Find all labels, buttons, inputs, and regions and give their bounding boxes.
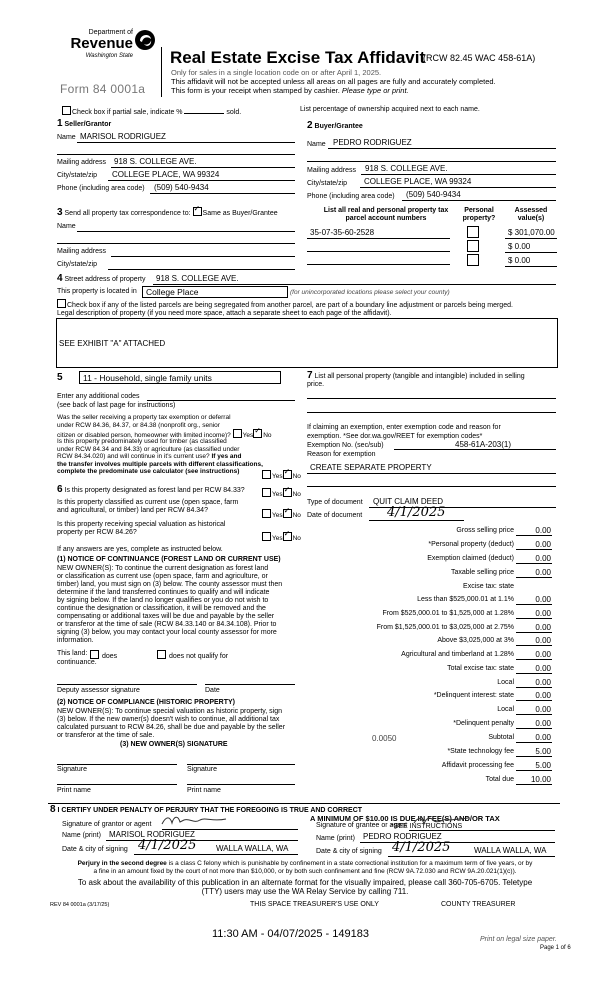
s1-mail-label: Mailing address	[57, 159, 107, 166]
sig-grantor-label: Signature of grantor or agent	[62, 821, 152, 828]
s3-same-label: Same as Buyer/Grantee	[202, 210, 278, 217]
grantor-name-field[interactable]: MARISOL RODRIGUEZ	[109, 830, 195, 839]
continuance-label: continuance.	[57, 659, 97, 666]
s6-q1-yes-checkbox[interactable]	[262, 488, 271, 497]
s8-title: I CERTIFY UNDER PENALTY OF PERJURY THAT THE FOREGOING IS TRUE AND CORRECT	[57, 807, 363, 814]
dept-line1: Department of	[88, 29, 133, 36]
seller-mail-field[interactable]: 918 S. COLLEGE AVE.	[114, 157, 197, 166]
calc-amount[interactable]: 0.00	[535, 540, 551, 549]
parcel-header2: Personal	[464, 207, 494, 214]
s7-num: 7	[307, 370, 313, 381]
s3-city-label: City/state/zip	[57, 261, 98, 268]
partial-percent-field[interactable]	[184, 113, 224, 114]
buyer-phone-field[interactable]: (509) 540-9434	[406, 190, 461, 199]
dor-logo	[58, 26, 158, 72]
parcel-number-1[interactable]: 35-07-35-60-2528	[310, 228, 375, 237]
grantee-city-field[interactable]: WALLA WALLA, WA	[474, 846, 547, 855]
dept-line3: Washington State	[85, 53, 133, 59]
s5-num: 5	[57, 372, 63, 383]
unincorporated-note: (for unincorporated locations please select your county)	[290, 289, 450, 296]
calc-amount-line	[516, 632, 552, 633]
calc-amount[interactable]: 0.00	[535, 609, 551, 618]
personal-property-checkbox-2[interactable]	[467, 240, 479, 252]
grantee-date-field[interactable]: 4/1/2025	[392, 840, 451, 855]
land-use-value: 11 - Household, single family units	[83, 373, 212, 383]
county-treasurer: COUNTY TREASURER	[441, 901, 516, 908]
calc-amount-line	[516, 700, 552, 701]
grantor-name-label: Name (print)	[62, 832, 101, 839]
s7-exempt-no-label: Exemption No. (sec/sub)	[307, 442, 384, 449]
calc-amount-line	[516, 784, 552, 785]
calc-label: Excise tax: state	[463, 583, 514, 590]
s6-q3-no-label: No	[292, 535, 301, 542]
parcel-header1: List all real and personal property tax	[323, 207, 449, 214]
calc-amount[interactable]: 0.00	[535, 595, 551, 604]
s3-text: Send all property tax correspondence to:	[64, 210, 191, 217]
grantee-name-label: Name (print)	[316, 835, 355, 842]
new-owner-print-2[interactable]	[187, 784, 295, 785]
perjury-text: is a class C felony which is punishable by confinement in a state correctional institution for a maximum term of five years, or by	[168, 860, 533, 867]
n1-line: by signing below. If the land no longer qualifies or you do not wish to	[57, 597, 269, 604]
deputy-date-label: Date	[205, 687, 220, 694]
land-does-checkbox[interactable]	[90, 650, 99, 659]
s7-text: List all personal property (tangible and intangible) included in selling	[314, 373, 525, 380]
s5-q2-yes-label: Yes	[272, 473, 283, 480]
calc-label: Agricultural and timberland at 1.28%	[401, 651, 514, 658]
calc-label: From $1,525,000.01 to $3,025,000 at 2.75%	[376, 624, 514, 631]
buyer-city-field[interactable]: COLLEGE PLACE, WA 99324	[364, 177, 472, 186]
dept-line2: Revenue	[70, 35, 133, 52]
n1-line: or classification as current use (open space, farm and agriculture, or	[57, 573, 268, 580]
s7-exempt1: If claiming an exemption, enter exemption code and reason for	[307, 424, 501, 431]
calc-amount-line	[516, 756, 552, 757]
header-sub1: Only for sales in a single location code on or after April 1, 2025.	[171, 68, 382, 77]
s1-title: Seller/Grantor	[64, 121, 112, 128]
calc-amount-line	[516, 673, 552, 674]
calc-label: Total due	[485, 776, 514, 783]
land-does-label: does	[101, 653, 118, 660]
s5-q2e: complete the predominate use calculator (see instructions)	[57, 468, 240, 475]
calc-amount[interactable]: 0.00	[535, 691, 551, 700]
page-number: Page 1 of 6	[540, 945, 571, 951]
s6-q2a: Is this property classified as current use (open space, farm	[57, 499, 239, 506]
s6-n3-title: (3) NEW OWNER(S) SIGNATURE	[120, 741, 228, 748]
s6-if-yes: If any answers are yes, complete as instructed below.	[57, 546, 223, 553]
grantor-date-field[interactable]: 4/1/2025	[138, 838, 197, 853]
calc-amount[interactable]: 0.00	[535, 719, 551, 728]
calc-amount-line	[516, 577, 552, 578]
grantee-name-field[interactable]: PEDRO RODRIGUEZ	[363, 832, 442, 841]
same-as-buyer-checkbox[interactable]	[193, 207, 202, 216]
deputy-signature-field[interactable]	[57, 684, 197, 685]
s6-q2-no-label: No	[292, 512, 301, 519]
dor-swirl-icon	[134, 28, 156, 52]
s4-street-label: Street address of property	[64, 276, 146, 283]
new-owner-signature-2[interactable]	[187, 764, 295, 765]
calc-label: Local	[497, 679, 514, 686]
n1-line: NEW OWNER(S): To continue the current designation as forest land	[57, 565, 269, 572]
grantee-date-label: Date & city of signing	[316, 848, 382, 855]
ownership-note: List percentage of ownership acquired next to each name.	[300, 106, 480, 113]
calc-label: Taxable selling price	[450, 569, 514, 576]
calc-amount[interactable]: 0.00	[535, 664, 551, 673]
calc-amount[interactable]: 5.00	[535, 761, 551, 770]
personal-property-checkbox-3[interactable]	[467, 254, 479, 266]
s6-q3b: property per RCW 84.26?	[57, 529, 137, 536]
doc-type-label: Type of document	[307, 499, 363, 506]
doc-date-field[interactable]: 4/1/2025	[387, 505, 446, 520]
deputy-label: Deputy assessor signature	[57, 687, 140, 694]
parcel-header3: Assessed	[514, 207, 548, 214]
calc-amount-line	[516, 549, 552, 550]
calc-amount[interactable]: 0.00	[535, 623, 551, 632]
property-street-field[interactable]: 918 S. COLLEGE AVE.	[156, 274, 239, 283]
grantor-city-field[interactable]: WALLA WALLA, WA	[216, 844, 289, 853]
this-land-label: This land:	[57, 650, 88, 657]
s6-q2-yes-label: Yes	[272, 512, 283, 519]
location-select[interactable]	[142, 286, 288, 298]
n2-line: (3) below. If the new owner(s) doesn't wish to continue, all additional tax	[57, 716, 280, 723]
parcel-header2b: property?	[462, 215, 496, 222]
s6-q3-yes-label: Yes	[272, 535, 283, 542]
grantor-date-label: Date & city of signing	[62, 846, 128, 853]
new-owner-signature-1[interactable]	[57, 764, 177, 765]
sig-label-1: Signature	[57, 766, 87, 773]
s3-name-label: Name	[57, 223, 76, 230]
calc-amount-line	[516, 535, 552, 536]
s6-q1-no-label: No	[292, 491, 301, 498]
s8-num: 8	[50, 804, 56, 815]
s2-city-label: City/state/zip	[307, 180, 348, 187]
s1-city-label: City/state/zip	[57, 172, 98, 179]
print-legal-note: Print on legal size paper.	[480, 936, 557, 943]
n2-line: NEW OWNER(S): To continue special valuation as historic property, sign	[57, 708, 282, 715]
s2-phone-label: Phone (including area code)	[307, 193, 395, 200]
deputy-date-field[interactable]	[205, 684, 295, 685]
s3-mail-label: Mailing address	[57, 248, 107, 255]
calc-amount-line	[516, 742, 552, 743]
sig-label-2: Signature	[187, 766, 217, 773]
n1-line: signing (3) below, you may contact your local county assessor for more	[57, 629, 277, 636]
doc-date-label: Date of document	[307, 512, 363, 519]
calc-amount[interactable]: 0.00	[535, 733, 551, 742]
calc-amount-line	[516, 728, 552, 729]
calc-amount-line	[516, 604, 552, 605]
treasurer-use-only: THIS SPACE TREASURER'S USE ONLY	[250, 901, 379, 908]
s5-q1-yes-label: Yes	[242, 432, 254, 439]
calc-amount-line	[516, 659, 552, 660]
calc-label: From $525,000.01 to $1,525,000 at 1.28%	[382, 610, 514, 617]
s6-n1-title: (1) NOTICE OF CONTINUANCE (FOREST LAND OR CURRENT USE)	[57, 556, 281, 563]
calc-label: Total excise tax: state	[447, 665, 514, 672]
buyer-mail-field[interactable]: 918 S. COLLEGE AVE.	[365, 164, 448, 173]
segregated-label: Check box if any of the listed parcels are being segregated from another parcel, are part of a boundary line adjustment or parcels being merged.	[67, 302, 513, 309]
s2-title: Buyer/Grantee	[314, 123, 363, 130]
s6-n1-text	[57, 565, 302, 645]
n1-line: information.	[57, 637, 94, 644]
s4-num: 4	[57, 273, 63, 284]
seller-phone-field[interactable]: (509) 540-9434	[154, 183, 209, 192]
seller-name-field[interactable]: MARISOL RODRIGUEZ	[80, 132, 166, 141]
calc-label: Less than $525,000.01 at 1.1%	[417, 596, 514, 603]
s6-q1-yes-label: Yes	[272, 491, 283, 498]
n1-line: or transferor at the time of sale (RCW 84.33.140 or 84.34.108). Prior to	[57, 621, 277, 628]
n2-line: calculated pursuant to RCW 84.26, shall be due and payable by the seller	[57, 724, 286, 731]
s5-q1c: citizen or disabled person, homeowner with limited income)?	[57, 432, 231, 439]
s1-name-label: Name	[57, 134, 76, 141]
alt-format-1: To ask about the availability of this publication in an alternate format for the visually impaired, please call 360-705-6705. Teletype	[77, 878, 533, 887]
s6-q3-no-checkbox[interactable]	[283, 532, 292, 541]
s3-num: 3	[57, 207, 63, 218]
s6-q2-yes-checkbox[interactable]	[262, 509, 271, 518]
legal-description-value: SEE EXHIBIT "A" ATTACHED	[59, 339, 166, 348]
parcel-header1b: parcel account numbers	[345, 215, 427, 222]
exemption-no-field[interactable]: 458-61A-203(1)	[455, 440, 512, 449]
sold-label: sold.	[226, 109, 242, 116]
calc-amount[interactable]: 0.00	[535, 636, 551, 645]
land-does-not-checkbox[interactable]	[157, 650, 166, 659]
land-use-select[interactable]	[79, 371, 281, 384]
n1-line: determine if the land transferred continues to qualify and will indicate	[57, 589, 270, 596]
s5-q2c-b: If yes and	[211, 453, 242, 460]
calc-label: Affidavit processing fee	[441, 762, 514, 769]
see-instructions: *SEE INSTRUCTIONS	[391, 823, 463, 830]
header-sub3-em: Please type or print.	[341, 86, 409, 95]
n1-line: timber) land, you must sign on (3) below. The county assessor must then	[57, 581, 283, 588]
form-title: Real Estate Excise Tax Affidavit	[170, 48, 426, 67]
calc-label: *Delinquent interest: state	[433, 692, 514, 699]
calc-label: Subtotal	[488, 734, 514, 741]
grantor-signature-field[interactable]	[160, 814, 230, 828]
perjury-text2: a fine in an amount fixed by the court of not more than $10,000, or by both such confinement and fine (RCW 9A.72.030 and RCW 9A.20.021(1)(c)).	[93, 867, 517, 875]
assessed-value-3[interactable]: $ 0.00	[508, 256, 531, 265]
s5-q1a: Was the seller receiving a property tax exemption or deferral	[57, 414, 231, 421]
s1-num: 1	[57, 118, 63, 129]
alt-format-2: (TTY) users may use the WA Relay Service by calling 711.	[201, 887, 409, 896]
s6-n2-title: (2) NOTICE OF COMPLIANCE (HISTORIC PROPERTY)	[57, 699, 235, 706]
s5-q2c: RCW 84.34.020) and will continue in it's current use?	[57, 453, 210, 460]
calc-amount[interactable]: 0.00	[535, 568, 551, 577]
sig-grantee-label: Signature of grantee or agent	[316, 822, 408, 829]
s5-q2-no-label: No	[292, 473, 301, 480]
personal-property-field[interactable]	[307, 398, 556, 399]
legal-desc-label: Legal description of property (if you need more space, attach a separate sheet to each page of the affidavit).	[57, 310, 392, 317]
s5-q1b: under RCW 84.36, 84.37, or 84.38 (nonprofit org., senior	[57, 421, 220, 429]
s5-q1-no-checkbox[interactable]	[253, 429, 262, 438]
rev-number: REV 84 0001a (3/17/25)	[50, 902, 110, 908]
s6-q2-no-checkbox[interactable]	[283, 509, 292, 518]
s7-reason-label: Reason for exemption	[307, 451, 376, 458]
seller-city-field[interactable]: COLLEGE PLACE, WA 99324	[112, 170, 220, 179]
s2-mail-label: Mailing address	[307, 167, 357, 174]
n1-line: continue the designation or classification, it will be removed and the	[57, 605, 266, 612]
calc-label: *Personal property (deduct)	[428, 541, 514, 548]
s5-add-codes-label: Enter any additional codes	[57, 393, 140, 400]
assessed-value-1[interactable]: $ 301,070.00	[508, 228, 555, 237]
s1-phone-label: Phone (including area code)	[57, 185, 145, 192]
minimum-due-note: A MINIMUM OF $10.00 IS DUE IN FEE(S) AND/OR TAX	[310, 814, 500, 823]
calc-amount-line	[516, 687, 552, 688]
s2-num: 2	[307, 120, 313, 131]
calc-label: Gross selling price	[456, 527, 514, 534]
form-title-ref: (RCW 82.45 WAC 458-61A)	[423, 53, 536, 63]
s7-text2: price.	[307, 381, 325, 388]
header-sub3: This form is your receipt when stamped by cashier.	[171, 86, 340, 95]
n2-line: or transferor at the time of sale.	[57, 732, 155, 739]
partial-sale-label: Check box if partial sale, indicate %	[72, 109, 183, 116]
form-number: Form 84 0001a	[60, 82, 146, 96]
s5-q2d: the transfer involves multiple parcels with different classifications,	[57, 460, 263, 468]
print-label-1: Print name	[57, 787, 91, 794]
calc-amount-line	[516, 770, 552, 771]
calc-amount-line	[516, 563, 552, 564]
doc-type-field[interactable]: QUIT CLAIM DEED	[373, 497, 444, 506]
calc-amount[interactable]: 0.00	[535, 554, 551, 563]
new-owner-print-1[interactable]	[57, 784, 177, 785]
s6-q1: Is this property designated as forest land per RCW 84.33?	[64, 487, 245, 494]
s6-num: 6	[57, 484, 63, 495]
s5-q1-no-label: No	[263, 432, 272, 439]
exemption-reason-field[interactable]: CREATE SEPARATE PROPERTY	[310, 463, 432, 472]
s6-q1-no-checkbox[interactable]	[283, 488, 292, 497]
n1-line: compensating or additional taxes will be due and payable by the seller	[57, 613, 275, 620]
calc-amount-line	[516, 714, 552, 715]
calc-amount[interactable]: 10.00	[530, 775, 551, 784]
perjury-bold: Perjury in the second degree	[77, 860, 167, 867]
local-rate: 0.0050	[372, 734, 397, 743]
calc-amount[interactable]: 0.00	[535, 705, 551, 714]
assessed-value-2[interactable]: $ 0.00	[508, 242, 531, 251]
s5-see-back: (see back of last page for instructions)	[57, 402, 176, 409]
s4-located-label: This property is located in	[57, 288, 137, 295]
s6-n2-text	[57, 708, 302, 740]
calc-label: *State technology fee	[447, 748, 514, 755]
grantee-signature-field[interactable]	[412, 814, 472, 828]
parcel-header3b: value(s)	[517, 215, 545, 222]
s5-q2-no-checkbox[interactable]	[283, 470, 292, 479]
calc-label: Local	[497, 706, 514, 713]
calc-amount[interactable]: 0.00	[535, 650, 551, 659]
s5-q1-yes-checkbox[interactable]	[233, 429, 242, 438]
land-does-not-label: does not qualify for	[168, 653, 229, 660]
legal-description-field[interactable]	[56, 318, 558, 368]
calc-amount-line	[516, 618, 552, 619]
cashier-stamp: 11:30 AM - 04/07/2025 - 149183	[212, 928, 369, 940]
calc-amount[interactable]: 5.00	[535, 747, 551, 756]
location-value: College Place	[146, 287, 199, 297]
segregated-checkbox[interactable]	[57, 299, 66, 308]
calc-label: Exemption claimed (deduct)	[427, 555, 514, 562]
calc-label: Above $3,025,000 at 3%	[437, 637, 514, 644]
print-label-2: Print name	[187, 787, 221, 794]
calc-amount-line	[516, 645, 552, 646]
s6-q2b: and agricultural, or timber) land per RCW 84.34?	[57, 507, 208, 514]
additional-codes-field[interactable]	[147, 400, 295, 401]
s5-q2-yes-checkbox[interactable]	[262, 470, 271, 479]
header-divider	[161, 47, 162, 97]
calc-amount[interactable]: 0.00	[535, 678, 551, 687]
personal-property-checkbox-1[interactable]	[467, 226, 479, 238]
s6-q3a: Is this property receiving special valuation as historical	[57, 521, 226, 528]
s7-exempt2: exemption. *See dor.wa.gov/REET for exemption codes*	[307, 433, 483, 440]
header-sub2: This affidavit will not be accepted unless all areas on all pages are fully and accurately completed.	[171, 77, 496, 86]
calc-label: *Delinquent penalty	[453, 720, 514, 727]
calc-amount[interactable]: 0.00	[535, 526, 551, 535]
partial-sale-checkbox[interactable]	[62, 106, 71, 115]
s2-name-label: Name	[307, 141, 326, 148]
s5-q2a: Is this property predominately used for timber (as classified	[57, 438, 227, 445]
buyer-name-field[interactable]: PEDRO RODRIGUEZ	[333, 138, 412, 147]
s5-q2b: under RCW 84.34 and 84.33) or agriculture (as classified under	[57, 445, 240, 453]
s6-q3-yes-checkbox[interactable]	[262, 532, 271, 541]
